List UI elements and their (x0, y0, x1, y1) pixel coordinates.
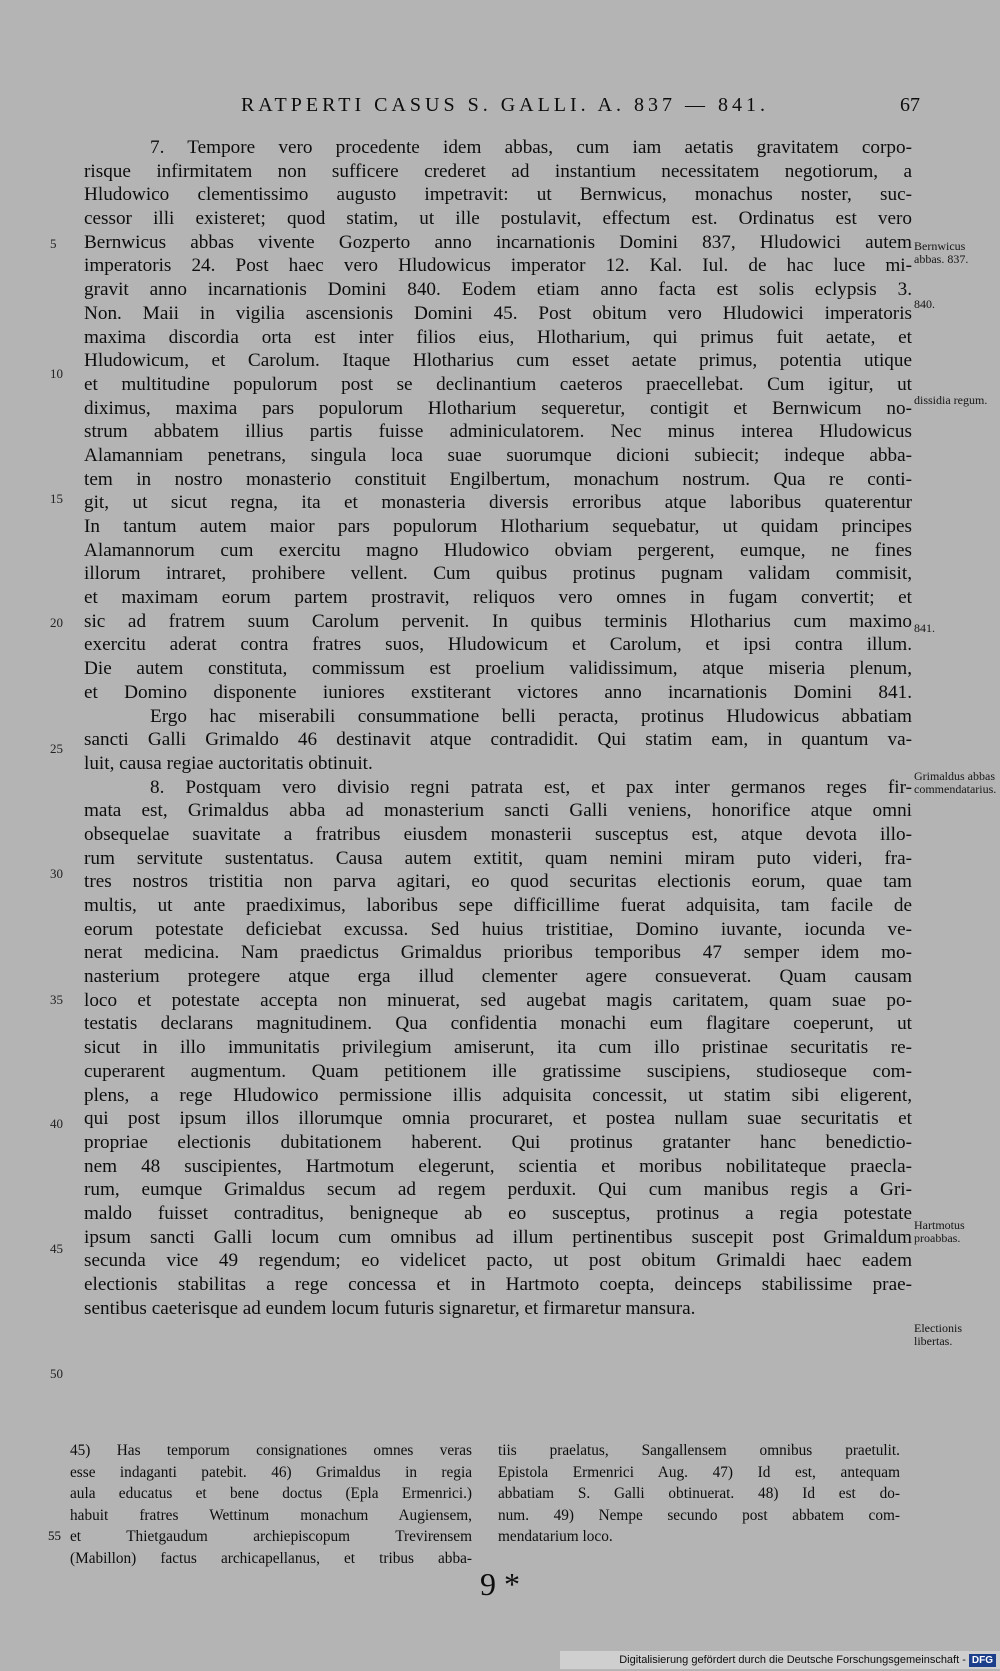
text-line: testatis declarans magnitudinem. Qua confidentia monachi eum flagitare coeperunt, ut (84, 1013, 912, 1035)
text-line: cuperarent augmentum. Quam petitionem ille gratissime suscipiens, studioseque com- (84, 1060, 912, 1082)
text-line: Alamannorum cum exercitu magno Hludowico obviam pergerent, eumque, ne fines (84, 539, 912, 561)
text-line: cessor illi existeret; quod statim, ut ille postulavit, effectum est. Ordinatus est vero (84, 208, 912, 230)
footnote-line: num. 49) Nempe secundo post abbatem com- (498, 1506, 900, 1524)
running-title: RATPERTI CASUS S. GALLI. A. 837 — 841. (240, 94, 770, 116)
line-number: 20 (50, 615, 63, 630)
line-number: 25 (50, 741, 63, 756)
text-line: git, ut sicut regna, ita et monasteria diversis erroribus atque laboribus quaterentur (84, 492, 912, 514)
margin-note: 841. (914, 621, 935, 635)
text-line: 8. Postquam vero divisio regni patrata est, et pax inter germanos reges fir- (150, 776, 912, 798)
text-line: propriae electionis dubitationem haberent. Qui protinus gratanter hanc benedictio- (84, 1131, 912, 1153)
signature-mark: 9 * (480, 1566, 520, 1602)
footnote-line: Epistola Ermenrici Aug. 47) Id est, antequam (498, 1463, 900, 1481)
line-number: 35 (50, 992, 63, 1007)
footnotes-right-column (498, 1440, 900, 1548)
footnote-line: mendatarium loco. (498, 1528, 613, 1546)
footnotes-left-column (70, 1440, 472, 1570)
text-line: Alamanniam penetrans, singula loca suae suorumque dicioni subiecit; indeque abba- (84, 444, 912, 466)
text-line: plens, a rege Hludowico permissione illis adquisita concessit, ut statim sibi eligerent, (84, 1084, 912, 1106)
margin-note: Grimaldus abbas commendatarius. (914, 769, 997, 796)
text-line: luit, causa regiae auctoritatis obtinuit. (84, 752, 373, 774)
text-line: secunda vice 49 regendum; eo videlicet pacto, ut post obitum Grimaldi haec eadem (84, 1250, 912, 1272)
text-line: rum servitute sustentatus. Causa autem extitit, quam nemini miram puto videri, fra- (84, 847, 912, 869)
text-line: nem 48 suscipientes, Hartmotum elegerunt, scientia et moribus nobilitateque praecla- (84, 1155, 912, 1177)
text-line: electionis stabilitas a rege concessa et in Hartmoto coepta, deinceps stabilissime prae- (84, 1274, 912, 1295)
text-line: maldo fuisset contraditus, benigneque ab eo susceptus, protinus a regia potestate (84, 1202, 912, 1224)
text-line: nasterium protegere atque erga illud clementer agere consueverat. Quam causam (84, 966, 912, 988)
footnote-line: esse indaganti patebit. 46) Grimaldus in regia (70, 1463, 472, 1481)
text-line: et maximam eorum partem prostravit, reliquos vero omnes in fugam convertit; et (84, 587, 912, 609)
text-line: obsequelae suavitate a fratribus eiusdem monasterii susceptus est, atque devota illo- (84, 823, 912, 845)
text-line: imperatoris 24. Post haec vero Hludowicus imperator 12. Kal. Iul. de hac luce mi- (84, 255, 912, 277)
text-line: Hludowicum, et Carolum. Itaque Hlotharius cum esset aetate primus, potentia utique (84, 350, 912, 372)
text-line: In tantum autem maior pars populorum Hlotharium sequebatur, ut quidam principes (84, 516, 912, 537)
text-line: nerat medicina. Nam praedictus Grimaldus prioribus temporibus 47 semper idem mo- (84, 942, 912, 964)
digitization-text: Digitalisierung gefördert durch die Deutsche Forschungsgemeinschaft - (619, 1654, 966, 1666)
margin-note: Bernwicus abbas. 837. (914, 239, 969, 266)
text-line: maxima discordia orta est inter filios eius, Hlotharium, qui primus fuit aetate, et (84, 326, 912, 348)
text-line: Die autem constituta, commissum est proelium validissimum, atque miseria plenum, (84, 658, 912, 680)
footnote-line: aula educatus et bene doctus (Epla Ermenrici.) (70, 1485, 472, 1503)
footnote-line-number: 55 (48, 1528, 61, 1543)
text-line: et multitudine populorum post se declinantium caeteros praecellebat. Cum igitur, ut (84, 373, 912, 395)
margin-note: dissidia regum. (914, 393, 988, 407)
text-line: Bernwicus abbas vivente Gozperto anno incarnationis Domini 837, Hludowici autem (84, 231, 912, 253)
text-line: gravit anno incarnationis Domini 840. Eodem etiam anno facta est solis eclypsis 3. (84, 279, 912, 301)
page-number: 67 (900, 94, 920, 116)
text-line: multis, ut ante praediximus, laboribus sepe difficillime fuerat adquisita, tam facile de (84, 895, 912, 916)
margin-note: 840. (914, 297, 935, 311)
text-line: sentibus caeterisque ad eundem locum futuris signaretur, et firmaretur mansura. (84, 1297, 696, 1319)
running-header (90, 94, 920, 124)
footnote-line: abbatiam S. Galli obtinuerat. 48) Id est do- (498, 1485, 900, 1503)
text-line: Ergo hac miserabili consummatione belli peracta, protinus Hludowicus abbatiam (150, 705, 912, 727)
line-number: 30 (50, 866, 63, 881)
text-line: risque infirmitatem non sufficere crederet ad instantium necessitatem negotiorum, a (84, 160, 912, 182)
line-number: 40 (50, 1116, 63, 1131)
text-line: exercitu aderat contra fratres suos, Hludowicum et Carolum, et ipsi contra illum. (84, 634, 912, 656)
text-line: sicut in illo immunitatis privilegium amiserunt, ita cum illo pristinae securitatis re- (84, 1037, 912, 1059)
text-line: qui post ipsum illos illorumque omnia procuraret, et postea nullam suae securitatis et (84, 1108, 912, 1130)
text-line: mata est, Grimaldus abba ad monasterium sancti Galli veniens, honorifice atque omni (84, 800, 912, 822)
text-line: et Domino disponente iuniores exstiterant victores anno incarnationis Domini 841. (84, 681, 912, 703)
text-line: sancti Galli Grimaldo 46 destinavit atque contradidit. Qui statim eam, in quantum va- (84, 729, 912, 751)
text-line: eorum potestate deficiebat excussa. Sed huius tristitiae, Domino iuvante, iocunda ve- (84, 918, 912, 940)
text-line: Hludowico clementissimo augusto impetravit: ut Bernwicus, monachus noster, suc- (84, 184, 912, 206)
line-number: 5 (50, 236, 57, 251)
dfg-logo-icon: DFG (969, 1654, 996, 1667)
text-line: 7. Tempore vero procedente idem abbas, cum iam aetatis gravitatem corpo- (150, 137, 912, 158)
line-number: 50 (50, 1366, 63, 1381)
text-line: strum abbatem illius partis fuisse adminiculatorem. Nec minus interea Hludowicus (84, 421, 912, 443)
digitization-notice (560, 1651, 1000, 1669)
margin-note: Electionis libertas. (914, 1321, 962, 1348)
text-line: Non. Maii in vigilia ascensionis Domini 45. Post obitum vero Hludowici imperatoris (84, 302, 912, 324)
main-text (84, 136, 912, 1320)
line-number: 10 (50, 366, 63, 381)
text-line: rum, eumque Grimaldus secum ad regem perduxit. Qui cum manibus regis a Gri- (84, 1179, 912, 1201)
footnote-line: tiis praelatus, Sangallensem omnibus praetulit. (498, 1442, 900, 1459)
footnote-line: 45) Has temporum consignationes omnes veras (70, 1442, 472, 1459)
footnote-line: habuit fratres Wettinum monachum Augiensem, (70, 1506, 472, 1524)
margin-note: Hartmotus proabbas. (914, 1218, 965, 1245)
text-line: tem in nostro monasterio constituit Engilbertum, monachum nostrum. Qua re conti- (84, 468, 912, 490)
line-number: 45 (50, 1241, 63, 1256)
footnote-line: et Thietgaudum archiepiscopum Trevirensem (70, 1528, 472, 1546)
footnote-line: (Mabillon) factus archicapellanus, et tribus abba- (70, 1549, 472, 1567)
text-line: loco et potestate accepta non minuerat, sed augebat magis caritatem, quam suae po- (84, 989, 912, 1011)
text-line: diximus, maxima pars populorum Hlotharium sequeretur, contigit et Bernwicum no- (84, 397, 912, 419)
text-line: illorum intraret, prohibere vellent. Cum quibus protinus pugnam validam commisit, (84, 563, 912, 585)
text-line: tres nostros tristitia non parva agitari, eo quod securitas electionis eorum, quae tam (84, 871, 912, 893)
text-line: sic ad fratrem suum Carolum pervenit. In quibus terminis Hlotharius cum maximo (84, 610, 912, 632)
line-number: 15 (50, 491, 63, 506)
text-line: ipsum sancti Galli locum cum omnibus ad illum pertinentibus suscepit post Grimaldum (84, 1226, 912, 1248)
